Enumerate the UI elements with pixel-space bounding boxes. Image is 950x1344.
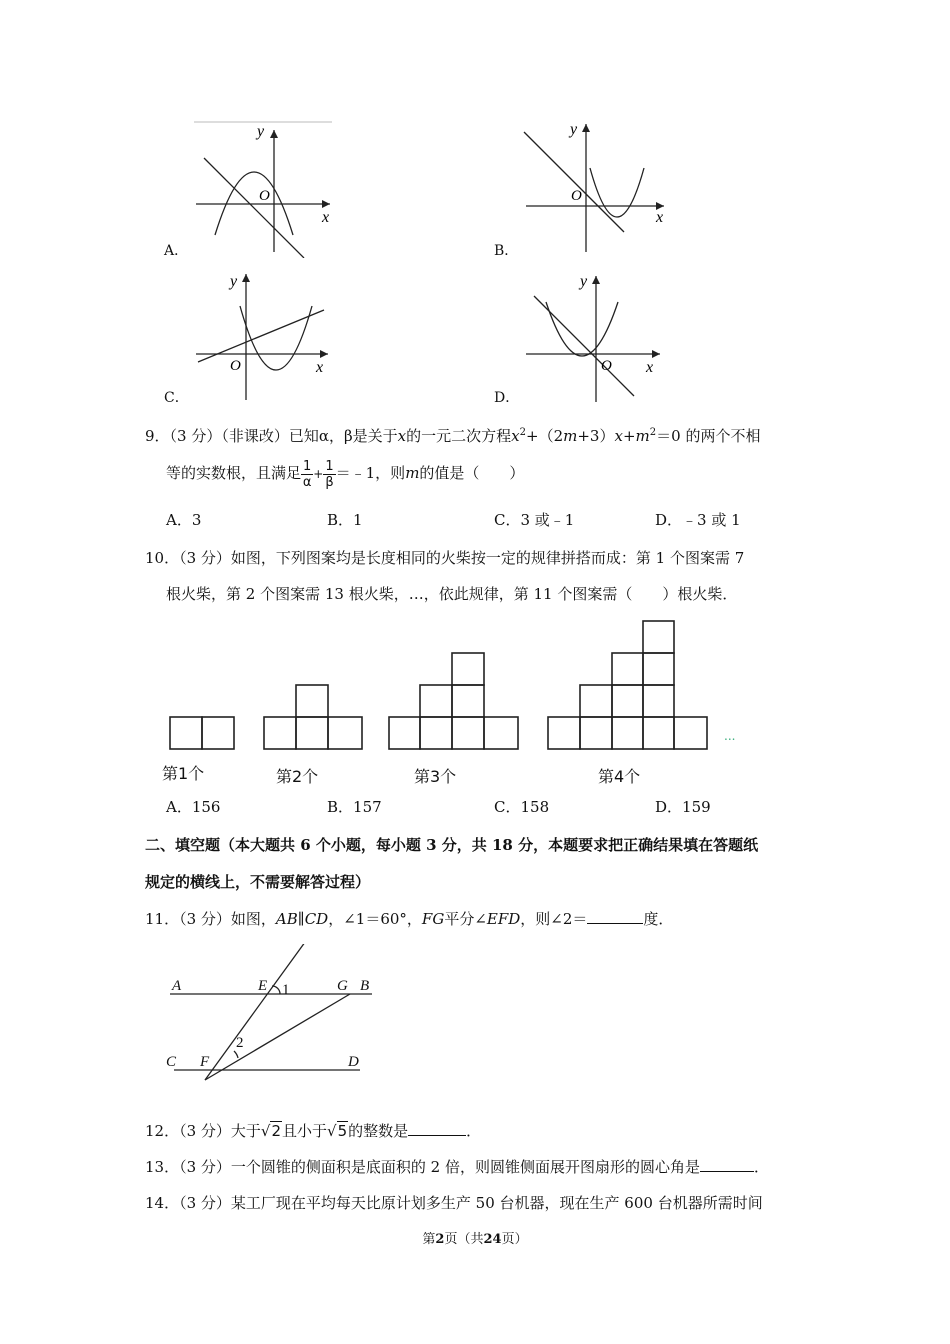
option-d-label: D． bbox=[494, 390, 520, 406]
graph-b-origin-label: O bbox=[571, 188, 582, 204]
answer-blank-13[interactable] bbox=[700, 1157, 754, 1172]
option-a-label: A． bbox=[164, 243, 189, 259]
angle-1-label: 1 bbox=[282, 982, 290, 998]
graph-a-y-label: y bbox=[257, 123, 265, 140]
graph-d-x-label: x bbox=[646, 359, 654, 376]
question-10-option-c: C．158 bbox=[494, 798, 550, 816]
page-footer: 第2页（共24页） bbox=[422, 1232, 528, 1247]
option-c-label: C． bbox=[164, 390, 189, 406]
question-11-text: 11．（3 分）如图，AB∥CD，∠1＝60°，FG平分∠EFD，则∠2＝ 度． bbox=[145, 910, 674, 928]
graph-b bbox=[500, 118, 680, 258]
figure-4-caption: 第4个 bbox=[598, 767, 641, 786]
page-total: 24 bbox=[483, 1232, 502, 1247]
graph-d-origin-label: O bbox=[601, 358, 612, 374]
graph-a-origin-label: O bbox=[259, 188, 270, 204]
angle-2-label: 2 bbox=[236, 1035, 244, 1051]
graph-c-x-label: x bbox=[316, 359, 324, 376]
point-b-label: B bbox=[360, 978, 370, 994]
figure-1-caption: 第1个 bbox=[162, 764, 205, 783]
graph-b-x-label: x bbox=[656, 209, 664, 226]
question-9-option-b: B．1 bbox=[327, 511, 363, 529]
question-12-text: 12．（3 分）大于√2且小于√5的整数是 ． bbox=[145, 1122, 482, 1140]
section-2-heading-line-2: 规定的横线上，不需要解答过程） bbox=[145, 873, 371, 891]
point-g-label: G bbox=[337, 978, 348, 994]
sqrt-2: √2 bbox=[260, 1122, 282, 1140]
graph-c-origin-label: O bbox=[230, 358, 241, 374]
question-10-option-b: B．157 bbox=[327, 798, 382, 816]
question-9-line-1: 9．（3 分）（非课改）已知α，β是关于x的一元二次方程$x^2+(2m+3)x+m^2=0$ 的两个不相 bbox=[145, 427, 761, 445]
answer-blank-11[interactable] bbox=[587, 909, 643, 924]
question-13-text: 13．（3 分）一个圆锥的侧面积是底面积的 2 倍，则圆锥侧面展开图扇形的圆心角是 ． bbox=[145, 1158, 769, 1176]
option-b-label: B． bbox=[494, 243, 519, 259]
question-9-line-2: 等的实数根，且满足 $\frac{1}{\alpha}$ + $\frac{1}{\beta}$ ＝﹣1，则m的值是（ ） bbox=[166, 458, 525, 490]
fraction-beta: $\frac{1}{\beta}$ bbox=[325, 458, 334, 490]
graph-a bbox=[160, 118, 360, 258]
question-10-line-2: 根火柴，第 2 个图案需 13 根火柴，…，依此规律，第 11 个图案需（ ）根火柴． bbox=[166, 585, 738, 603]
question-10-option-a: A．156 bbox=[166, 798, 221, 816]
question-9-option-c: C．3 或﹣1 bbox=[494, 511, 575, 529]
figure-3-caption: 第3个 bbox=[414, 767, 457, 786]
question-9-option-a: A．3 bbox=[166, 511, 202, 529]
question-10-option-d: D．159 bbox=[655, 798, 711, 816]
parallel-lines-figure bbox=[160, 944, 390, 1084]
graph-a-x-label: x bbox=[322, 209, 330, 226]
point-e-label: E bbox=[258, 978, 268, 994]
matchstick-figure bbox=[160, 614, 760, 794]
page-number: 2 bbox=[435, 1232, 445, 1247]
graph-c-y-label: y bbox=[230, 273, 238, 290]
point-c-label: C bbox=[166, 1054, 177, 1070]
section-2-heading-line-1: 二、填空题（本大题共 6 个小题，每小题 3 分，共 18 分，本题要求把正确结果填在答题纸 bbox=[145, 836, 759, 854]
matchstick-ellipsis: ... bbox=[724, 729, 736, 743]
point-d-label: D bbox=[348, 1054, 359, 1070]
question-10-line-1: 10．（3 分）如图，下列图案均是长度相同的火柴按一定的规律拼搭而成：第 1 个图案需 7 bbox=[145, 549, 745, 567]
question-14-text: 14．（3 分）某工厂现在平均每天比原计划多生产 50 台机器，现在生产 600 台机器所需时间 bbox=[145, 1194, 763, 1212]
answer-blank-12[interactable] bbox=[408, 1121, 466, 1136]
fraction-alpha: $\frac{1}{\alpha}$ bbox=[302, 458, 312, 490]
sqrt-5: √5 bbox=[327, 1122, 348, 1140]
point-f-label: F bbox=[200, 1054, 210, 1070]
graph-b-y-label: y bbox=[570, 121, 578, 138]
figure-2-caption: 第2个 bbox=[276, 767, 319, 786]
point-a-label: A bbox=[172, 978, 182, 994]
graph-c bbox=[180, 268, 350, 408]
question-9-option-d: D．﹣3 或 1 bbox=[655, 511, 741, 529]
graph-d bbox=[510, 268, 680, 408]
graph-d-y-label: y bbox=[580, 273, 588, 290]
